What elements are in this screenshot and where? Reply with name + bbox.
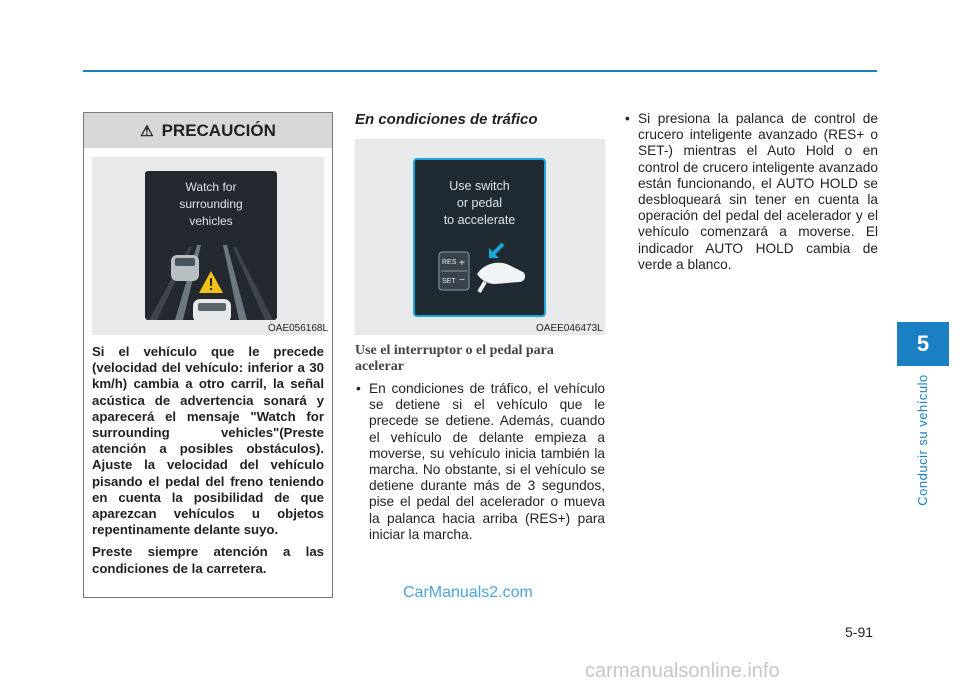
bullet-text: Si presiona la palanca de control de crucero inteligente avanzado (RES+ o SET-) mientras el Auto Hold o en control de crucero inteligente avanzado están funcionando, el AUTO HOLD se desbloqueará sin tener en cuenta la operación del pedal del acelerador y el vehículo comenzará a moverse. El indicador AUTO HOLD cambia de verde a blanco. <box>638 111 878 272</box>
image-code-caption: OAE056168L <box>268 323 329 334</box>
arrow-icon <box>489 244 503 258</box>
image-code-caption: OAEE046473L <box>536 323 603 334</box>
watermark-text: carmanualsonline.info <box>585 660 780 682</box>
caution-header <box>84 113 332 148</box>
chapter-number-tab: 5 <box>897 322 949 366</box>
accelerate-illustration <box>355 139 605 335</box>
lead-car-graphic <box>171 255 199 281</box>
road-scene-graphic <box>145 171 277 320</box>
chapter-label: Conducir su vehículo <box>915 374 930 506</box>
caution-title: PRECAUCIÓN <box>161 120 276 140</box>
page-number: 5-91 <box>845 624 874 640</box>
hand-icon <box>477 263 525 292</box>
caution-paragraph: Si el vehículo que le precede (velocidad del vehículo: inferior a 30 km/h) cambia a otro carril, la señal acústica de advertencia sonará y aparecerá el mensaje "Watch for surrounding vehicles"(Preste atención a posibles obstáculos). Ajuste la velocidad del vehículo pisando el pedal del freno teniendo en cuenta la posibilidad de que aparezcan vehículos u objetos repentinamente delante suyo. <box>92 344 324 538</box>
bullet-item <box>356 381 605 543</box>
bullet-item <box>625 111 878 273</box>
cluster-illustration <box>92 157 324 335</box>
watermark-link[interactable]: CarManuals2.com <box>403 584 533 601</box>
res-label: RES <box>442 259 457 266</box>
caution-text <box>92 344 324 583</box>
bullet-dot: • <box>625 111 630 126</box>
own-car-graphic <box>193 299 231 320</box>
set-label: SET <box>442 278 456 285</box>
top-rule <box>83 70 877 72</box>
bullet-text: En condiciones de tráfico, el vehículo se detiene si el vehículo que le precede se detiene. Además, cuando el vehículo de delante empieza a moverse, su vehículo inicia también la marcha. No obstante, si el vehículo se detiene durante más de 3 segundos, pise el pedal del acelerador o mueva la palanca hacia arriba (RES+) para iniciar la marcha. <box>369 381 605 542</box>
cluster-message: Use switch or pedal to accelerate <box>443 179 516 227</box>
bullet-dot: • <box>356 381 361 396</box>
plus-label: + <box>459 258 465 269</box>
warning-triangle-icon <box>199 271 223 293</box>
section-title: En condiciones de tráfico <box>355 111 538 128</box>
switch-graphic <box>415 160 544 315</box>
cluster-message: Watch for surrounding vehicles <box>179 180 243 228</box>
minus-label: − <box>459 275 465 286</box>
caution-box <box>83 112 333 598</box>
warning-triangle-icon: ⚠ <box>140 122 154 140</box>
caution-paragraph: Preste siempre atención a las condiciones de la carretera. <box>92 544 324 576</box>
subheading: Use el interruptor o el pedal para acelerar <box>355 343 554 374</box>
cluster-screen <box>145 171 277 320</box>
cluster-screen <box>413 158 546 317</box>
